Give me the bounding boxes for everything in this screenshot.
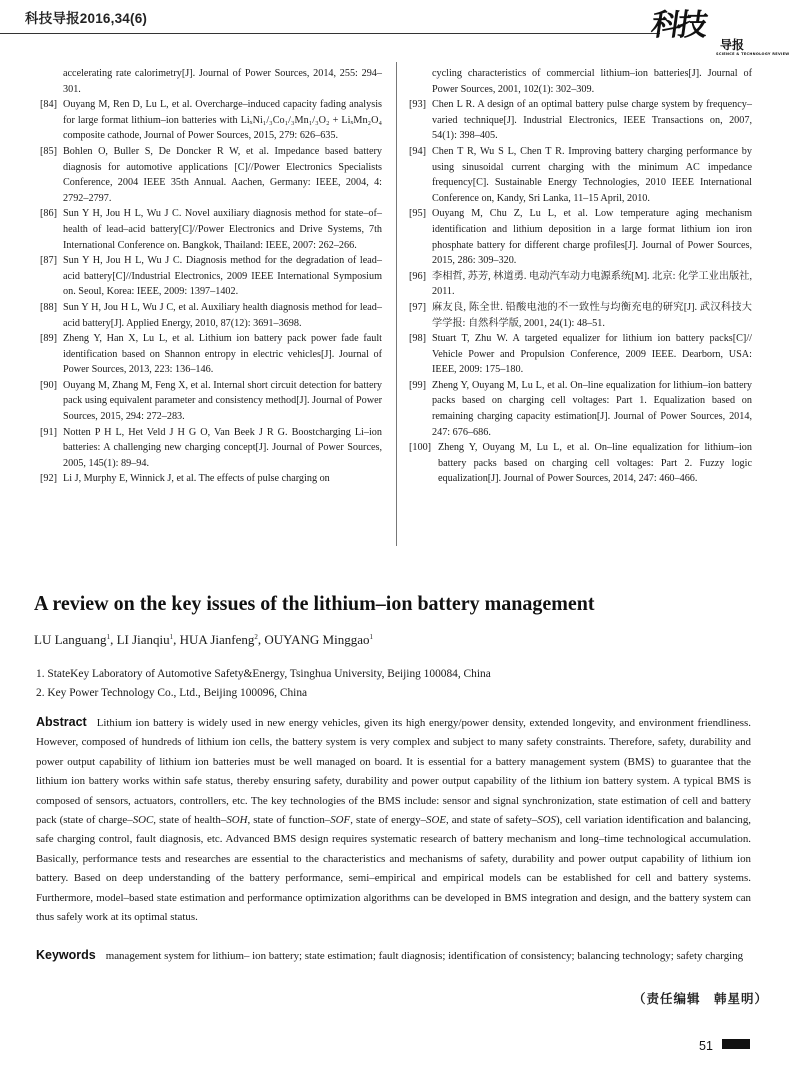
page-number: 51: [699, 1039, 713, 1053]
reference-item: [86] Sun Y H, Jou H L, Wu J C. Novel auxiliary diagnosis method for state–of–health of lead–acid battery[C]//Power Electronics and Drive Systems, 7th International Conference on. Bangkok, Thailand: IEEE, 2007: 262–266.: [40, 208, 382, 251]
reference-number: [86]: [40, 208, 57, 220]
reference-number: [94]: [409, 145, 426, 157]
reference-item: [93] Chen L R. A design of an optimal battery pulse charge system by frequency–varied technique[J]. Industrial Electronics, IEEE Transactions on, 2007, 54(1): 398–405.: [409, 99, 752, 142]
column-divider: [396, 62, 397, 546]
reference-number: [91]: [40, 426, 57, 438]
reference-number: [98]: [409, 333, 426, 345]
responsible-editor: （责任编辑 韩星明）: [633, 991, 769, 1006]
reference-item: [99] Zheng Y, Ouyang M, Lu L, et al. On–line equalization for lithium–ion battery packs based on charging cell voltages: Part 1. Equalization based on remaining charging capacity estimation[J]. Journal of Power Sources, 2014, 247: 676–686.: [409, 379, 752, 438]
reference-number: [85]: [40, 145, 57, 157]
affiliation-marker: 1: [369, 633, 373, 641]
reference-item: cycling characteristics of commercial lithium–ion batteries[J]. Journal of Power Sources, 2001, 102(1): 302–309.: [432, 68, 752, 95]
reference-item: [87] Sun Y H, Jou H L, Wu J C. Diagnosis method for the degradation of lead–acid battery[C]//Industrial Electronics, 2009 IEEE International Symposium on. Seoul, Korea: IEEE, 2009: 1397–1402.: [40, 255, 382, 298]
reference-number: [87]: [40, 255, 57, 267]
abstract: Abstract Lithium ion battery is widely used in new energy vehicles, given its high energy/power density, extended longevity, and environment friendliness. However, composed of hundreds of lithium ion cells, the battery system is very complex and subject to many safety constraints. Therefore, safety, durability and power output capability of lithium ion batteries must be well managed on board. It is essential for a battery management system (BMS) to guarantee that the lithium ion battery works within safe status, thereby ensuring safety, durability and power output capability of the lithium ion battery system. A typical BMS is composed of sensors, actuators, controllers, etc. The key technologies of the BMS include: sensor and signal synchronization, state estimation of cell and battery pack (state of charge–SOC, state of health–SOH, state of function–SOF, state of energy–SOE, and state of safety–SOS), cell variation identification and balancing, safe charging control, fault diagnosis, etc. Advanced BMS design requires systematic research of battery mechanism and long–time technological accumulation. Basically, performance tests and researches are essential to the characteristics and mechanisms of safety, durability and power output capability of lithium ion battery. Based on deep understanding of the battery performance, semi–empirical and empirical models can be established for cell and battery systems. Furthermore, model–based state estimation and performance optimization algorithms can be developed in BMS integration and design, and the battery system can thus safely work at its optimal status.: [36, 715, 751, 924]
reference-number: [95]: [409, 208, 426, 220]
affiliation-marker: 1: [106, 633, 111, 641]
author-name: HUA Jianfeng: [179, 632, 255, 647]
reference-number: [93]: [409, 99, 426, 111]
reference-number: [96]: [409, 270, 426, 282]
page-header: [0, 0, 793, 60]
article-title: A review on the key issues of the lithium–ion battery management: [34, 591, 595, 615]
reference-item: [90] Ouyang M, Zhang M, Feng X, et al. Internal short circuit detection for battery pack using equivalent parameter and consistency method[J]. Journal of Power Sources, 2015, 294: 272–283.: [40, 379, 382, 423]
author-name: LI Jianqiu: [116, 632, 170, 647]
reference-item: [91] Notten P H L, Het Veld J H G O, Van Beek J R G. Boostcharging Li–ion batteries: A challenging new charging concept[J]. Journal of Power Sources, 2005, 145(1): 89–94.: [40, 426, 382, 469]
author-name: OUYANG Minggao: [264, 632, 370, 647]
reference-item: [100] Zheng Y, Ouyang M, Lu L, et al. On–line equalization for lithium–ion battery packs based on charging cell voltages: Part 2. Fuzzy logic equalization[J]. Journal of Power Sources, 2014, 247: 460–466.: [409, 442, 752, 485]
reference-number: [88]: [40, 301, 57, 313]
journal-issue: 科技导报2016,34(6): [25, 11, 148, 26]
reference-item: [94] Chen T R, Wu S L, Chen T R. Improving battery charging performance by using sinusoidal current charging with the minimum AC impedance frequency[C]. Sustainable Energy Technologies, 2010 IEEE International Conference on, Kandy, Sri Lanka, 11–15 April, 2010.: [409, 145, 752, 204]
reference-item: [88] Sun Y H, Jou H L, Wu J C, et al. Auxiliary health diagnosis method for lead–acid battery[J]. Applied Energy, 2010, 87(12): 3691–3698.: [40, 301, 382, 329]
page-number-bar: [722, 1039, 750, 1049]
logo-tagline: SCIENCE & TECHNOLOGY REVIEW: [716, 52, 790, 56]
journal-logo: [648, 2, 788, 60]
reference-item: [98] Stuart T, Zhu W. A targeted equalizer for lithium ion battery packs[C]// Vehicle Power and Propulsion Conference, 2009 IEEE. Dearborn, USA: IEEE, 2009: 175–180.: [409, 333, 752, 376]
reference-number: [89]: [40, 333, 57, 345]
reference-number: [97]: [409, 301, 426, 313]
references-right-column: [409, 66, 752, 487]
affiliation-marker: 1: [169, 633, 174, 641]
reference-item: accelerating rate calorimetry[J]. Journal of Power Sources, 2014, 255: 294–301.: [63, 68, 382, 95]
reference-item: [84] Ouyang M, Ren D, Lu L, et al. Overcharge–induced capacity fading analysis for large format lithium–ion batteries with LiₓNi₁/₃Co₁/₃Mn₁/₃O₂ + LiₓMn₂O₄ composite cathode, Journal of Power Sources, 2015, 279: 626–635.: [40, 99, 382, 142]
affiliation-1: 1. StateKey Laboratory of Automotive Safety&Energy, Tsinghua University, Beijing 100084, China: [36, 668, 491, 680]
reference-item: [89] Zheng Y, Han X, Lu L, et al. Lithium ion battery pack power fade fault identification based on Shannon entropy in electric vehicles[J]. Journal of Power Sources, 2013, 223: 136–146.: [40, 333, 382, 376]
reference-item: [92] Li J, Murphy E, Winnick J, et al. The effects of pulse charging on: [40, 471, 382, 487]
reference-number: [100]: [409, 442, 432, 454]
reference-number: [92]: [40, 473, 57, 485]
keywords: Keywords management system for lithium– ion battery; state estimation; fault diagnosis; identification of consistency; balancing technology; safety charging: [36, 948, 744, 962]
logo-main-text: 科技: [649, 8, 706, 43]
author-list: LU Languang$^1$, LI Jianqiu$^1$, HUA Jianfeng$^2$, OUYANG Minggao$^1$: [34, 632, 373, 647]
references-left-column: [40, 66, 382, 487]
affiliation-marker: 2: [254, 633, 258, 641]
reference-item: [95] Ouyang M, Chu Z, Lu L, et al. Low temperature aging mechanism identification and lithium deposition in a large format lithium ion iron phosphate battery for different charge profiles[J]. Journal of Power Sources, 2015, 286: 309–320.: [409, 208, 752, 267]
reference-number: [84]: [40, 99, 57, 111]
author-name: LU Languang: [34, 632, 107, 647]
keywords-label: Keywords: [36, 948, 96, 962]
reference-number: [90]: [40, 379, 57, 391]
reference-item: [96] 李相哲, 苏芳, 林道勇. 电动汽车动力电源系统[M]. 北京: 化学工业出版社, 2011.: [409, 270, 752, 298]
reference-item: [85] Bohlen O, Buller S, De Doncker R W, et al. Impedance based battery diagnosis for automotive applications [C]//Power Electronics Specialists Conference, 2004 IEEE 35th Annual. Aachen, Germany: IEEE, 2004, 4: 2792–2797.: [40, 145, 382, 204]
reference-number: [99]: [409, 379, 426, 391]
logo-sub-text: 导报: [720, 38, 745, 52]
affiliation-2: 2. Key Power Technology Co., Ltd., Beijing 100096, China: [36, 687, 308, 699]
abstract-label: Abstract: [36, 715, 87, 729]
reference-item: [97] 麻友良, 陈全世. 铅酸电池的不一致性与均衡充电的研究[J]. 武汉科技大学学报: 自然科学版, 2001, 24(1): 48–51.: [409, 301, 752, 329]
header-rule: [0, 33, 660, 34]
